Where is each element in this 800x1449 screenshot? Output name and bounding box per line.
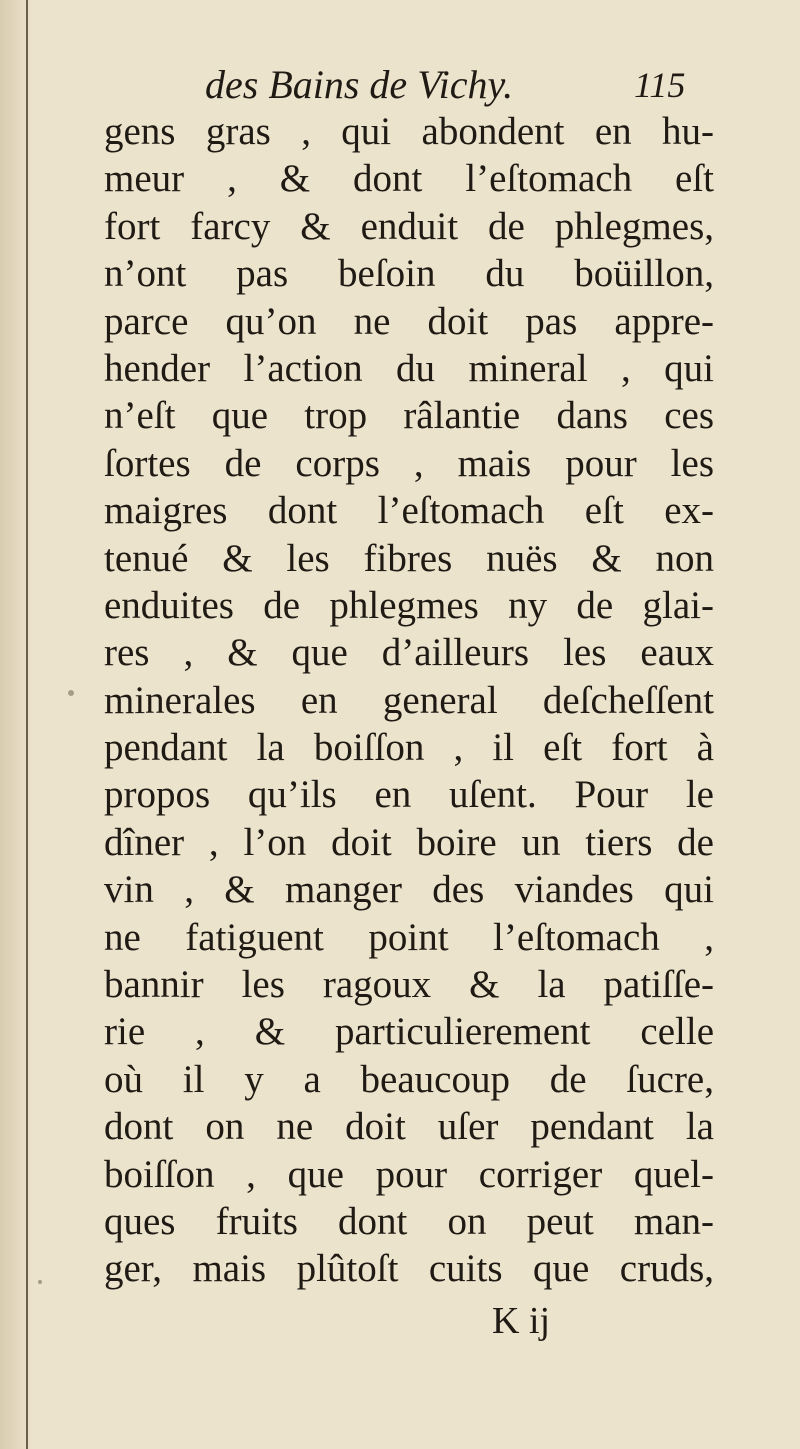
text-line: ger, mais plûtoſt cuits que cruds, bbox=[104, 1247, 714, 1291]
text-line: ques fruits dont on peut man- bbox=[104, 1199, 714, 1243]
text-line: meur , & dont l’eſtomach eſt bbox=[104, 157, 714, 201]
page-gutter bbox=[0, 0, 34, 1449]
paper-spot bbox=[38, 1280, 42, 1284]
text-line: rie , & particulierement celle bbox=[104, 1010, 714, 1054]
text-line: maigres dont l’eſtomach eſt ex- bbox=[104, 489, 714, 533]
paper-spot bbox=[68, 690, 74, 696]
text-line: n’eſt que trop râlantie dans ces bbox=[104, 394, 714, 438]
text-line: bannir les ragoux & la patiſſe- bbox=[104, 963, 714, 1007]
text-line: pendant la boiſſon , il eſt fort à bbox=[104, 726, 714, 770]
text-line: boiſſon , que pour corriger quel- bbox=[104, 1152, 714, 1196]
text-line: hender l’action du mineral , qui bbox=[104, 346, 714, 390]
text-line: minerales en general deſcheſſent bbox=[104, 678, 714, 722]
text-line: gens gras , qui abondent en hu- bbox=[104, 110, 714, 153]
text-line: vin , & manger des viandes qui bbox=[104, 868, 714, 912]
text-line: propos qu’ils en uſent. Pour le bbox=[104, 773, 714, 817]
text-line: dont on ne doit uſer pendant la bbox=[104, 1105, 714, 1149]
text-line: n’ont pas beſoin du boüillon, bbox=[104, 252, 714, 296]
text-line: res , & que d’ailleurs les eaux bbox=[104, 631, 714, 675]
text-line: où il y a beaucoup de ſucre, bbox=[104, 1057, 714, 1101]
page-number: 115 bbox=[634, 65, 686, 105]
text-line: parce qu’on ne doit pas appre- bbox=[104, 299, 714, 343]
text-line: tenué & les fibres nuës & non bbox=[104, 536, 714, 580]
page-edge-line bbox=[26, 0, 28, 1449]
body-text bbox=[104, 108, 714, 1293]
text-line: enduites de phlegmes ny de glai- bbox=[104, 583, 714, 627]
text-line: fort farcy & enduit de phlegmes, bbox=[104, 204, 714, 248]
text-line: ne fatiguent point l’eſtomach , bbox=[104, 915, 714, 959]
running-title: des Bains de Vichy. bbox=[205, 62, 514, 107]
text-line: dîner , l’on doit boire un tiers de bbox=[104, 820, 714, 864]
text-line: ſortes de corps , mais pour les bbox=[104, 441, 714, 485]
signature-mark: K ij bbox=[492, 1300, 551, 1342]
